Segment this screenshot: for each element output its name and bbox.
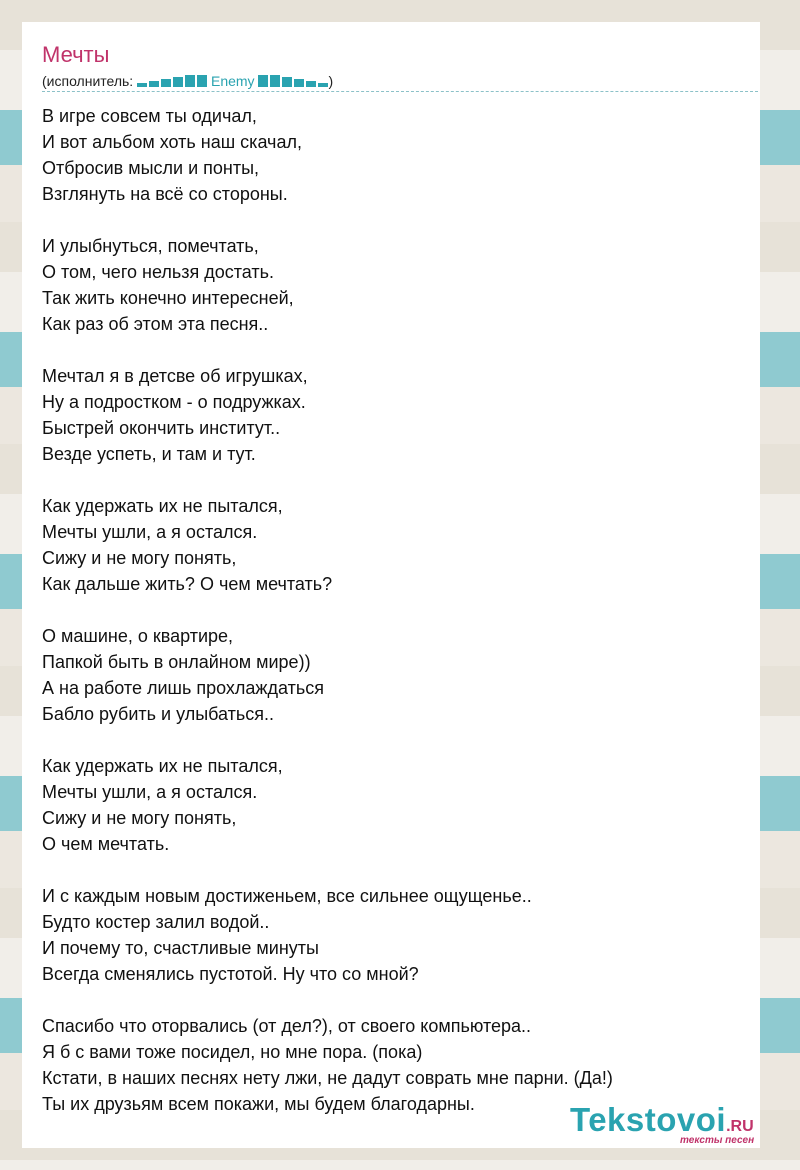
lyrics-line: Как удержать их не пытался,	[42, 756, 283, 776]
lyrics-line: Мечты ушли, а я остался.	[42, 782, 258, 802]
lyrics-stanza	[42, 363, 742, 467]
lyrics-stanza	[42, 103, 742, 207]
lyrics-line: И улыбнуться, помечтать,	[42, 236, 259, 256]
lyrics-line: Будто костер залил водой..	[42, 912, 270, 932]
bars-right-icon	[258, 75, 328, 87]
lyrics-line: Кстати, в наших песнях нету лжи, не дадут соврать мне парни. (Да!)	[42, 1068, 613, 1088]
artist-prefix: (исполнитель:	[42, 73, 138, 89]
lyrics-line: Бабло рубить и улыбаться..	[42, 704, 275, 724]
lyrics-line: Как дальше жить? О чем мечтать?	[42, 574, 333, 594]
lyrics-line: Как удержать их не пытался,	[42, 496, 283, 516]
lyrics-line: Везде успеть, и там и тут.	[42, 444, 256, 464]
site-logo[interactable]	[570, 1101, 770, 1149]
lyrics-line: Мечты ушли, а я остался.	[42, 522, 258, 542]
lyrics-line: И с каждым новым достиженьем, все сильнее ощущенье..	[42, 886, 532, 906]
lyrics-line: Быстрей окончить институт..	[42, 418, 281, 438]
artist-line	[42, 73, 758, 92]
lyrics-line: О том, чего нельзя достать.	[42, 262, 275, 282]
lyrics-line: И почему то, счастливые минуты	[42, 938, 319, 958]
lyrics-card	[22, 22, 760, 1148]
bars-left-icon	[137, 75, 207, 87]
logo-text: Tekstovoi	[570, 1101, 727, 1138]
lyrics-stanza	[42, 623, 742, 727]
logo-tld: .RU	[726, 1118, 754, 1135]
lyrics-line: Взглянуть на всё со стороны.	[42, 184, 288, 204]
lyrics-line: Ты их друзьям всем покажи, мы будем благодарны.	[42, 1094, 475, 1114]
lyrics-line: О машине, о квартире,	[42, 626, 234, 646]
logo-subtitle: тексты песен	[680, 1135, 755, 1146]
lyrics-line: Как раз об этом эта песня..	[42, 314, 269, 334]
lyrics-stanza	[42, 493, 742, 597]
lyrics-line: О чем мечтать.	[42, 834, 170, 854]
lyrics-line: Сижу и не могу понять,	[42, 808, 237, 828]
lyrics-line: Папкой быть в онлайном мире))	[42, 652, 311, 672]
lyrics-line: Всегда сменялись пустотой. Ну что со мной?	[42, 964, 419, 984]
lyrics-stanza	[42, 883, 742, 987]
lyrics-line: Ну а подростком - о подружках.	[42, 392, 306, 412]
lyrics-stanza	[42, 233, 742, 337]
lyrics-line: Так жить конечно интересней,	[42, 288, 294, 308]
song-title: Мечты	[42, 42, 110, 67]
lyrics-line: В игре совсем ты одичал,	[42, 106, 257, 126]
lyrics-body	[42, 103, 742, 1143]
artist-link[interactable]: Enemy	[210, 73, 255, 89]
artist-suffix: )	[328, 73, 334, 89]
lyrics-stanza	[42, 753, 742, 857]
lyrics-line: И вот альбом хоть наш скачал,	[42, 132, 302, 152]
lyrics-line: Сижу и не могу понять,	[42, 548, 237, 568]
lyrics-line: Мечтал я в детсве об игрушках,	[42, 366, 308, 386]
lyrics-line: А на работе лишь прохлаждаться	[42, 678, 324, 698]
lyrics-line: Спасибо что оторвались (от дел?), от своего компьютера..	[42, 1016, 532, 1036]
lyrics-line: Отбросив мысли и понты,	[42, 158, 260, 178]
lyrics-line: Я б с вами тоже посидел, но мне пора. (пока)	[42, 1042, 423, 1062]
